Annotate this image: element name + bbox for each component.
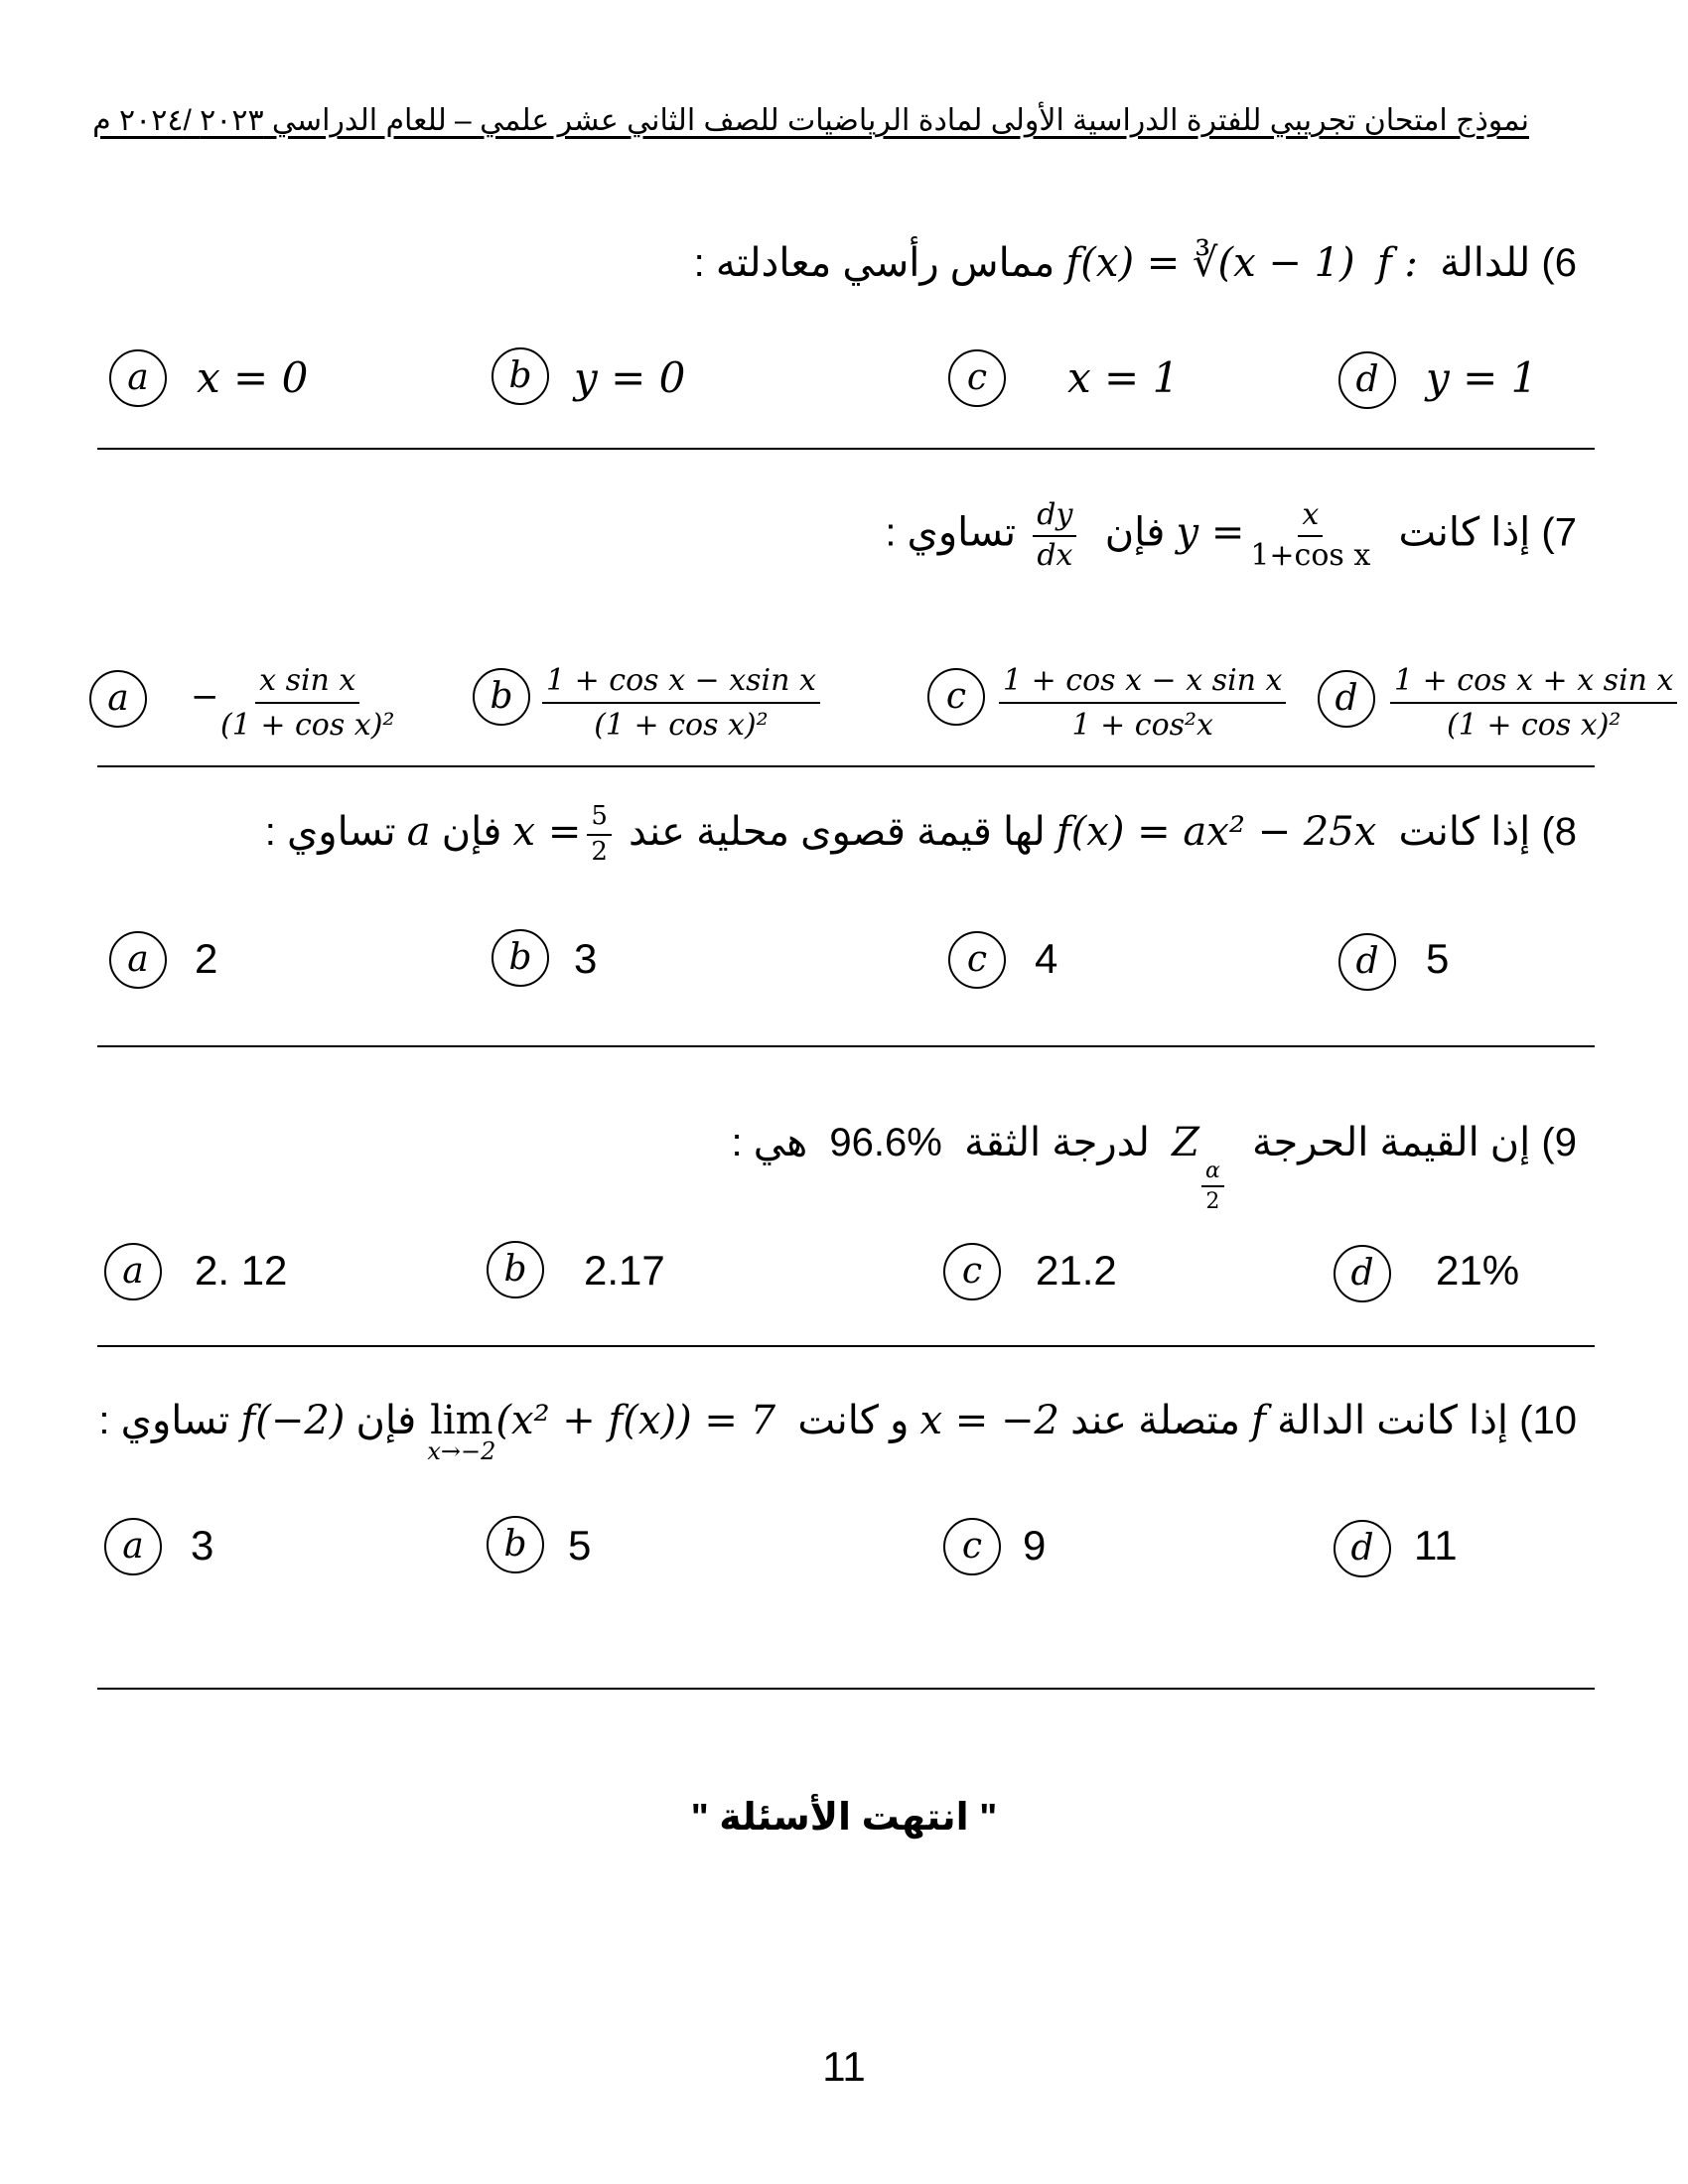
q6-option-d[interactable]: y = 1 <box>1426 353 1538 402</box>
q7-option-d[interactable]: 1 + cos x + x sin x (1 + cos x)² <box>1390 663 1677 743</box>
choice-c-circle[interactable]: c <box>927 668 985 726</box>
divider <box>97 1045 1595 1047</box>
q8-option-d[interactable]: 5 <box>1426 935 1450 982</box>
q10-option-a[interactable]: 3 <box>191 1522 214 1569</box>
choice-b-circle[interactable]: b <box>487 1516 544 1573</box>
question-number: 6) <box>1541 241 1577 285</box>
q10-option-c[interactable]: 9 <box>1023 1522 1047 1569</box>
choice-c-circle[interactable]: c <box>948 931 1006 989</box>
question-number: 7) <box>1541 510 1577 555</box>
choice-c-circle[interactable]: c <box>948 349 1006 407</box>
choice-c-circle[interactable]: c <box>943 1518 1001 1575</box>
fraction-5-over-2: $\frac{5}{2}$ <box>587 802 612 868</box>
choice-d-circle[interactable]: d <box>1334 1520 1391 1577</box>
fraction-x-over-1-plus-cos: $\frac{x}{\text{1+cos x}}$ <box>1250 497 1371 573</box>
exam-header: نموذج امتحان تجريبي للفترة الدراسية الأولى لمادة الرياضيات للصف الثاني عشر علمي – للعام الدراسي ٢٠٢٣ /٢٠٢٤ م <box>92 104 1529 137</box>
question-10: 10) إذا كانت الدالة f متصلة عند x = −2 و كانت lim x→−2 (x² + f(x)) = 7 فإن f(−2) تساوي : <box>98 1398 1577 1465</box>
choice-c-circle[interactable]: c <box>943 1243 1001 1300</box>
choice-a-circle[interactable]: a <box>109 931 167 989</box>
q6-option-b[interactable]: y = 0 <box>574 353 686 402</box>
choice-d-circle[interactable]: d <box>1334 1245 1391 1302</box>
math-expression: f(x) = ∛(x − 1) <box>1065 240 1355 286</box>
choice-b-circle[interactable]: b <box>473 668 530 726</box>
math-expression: f(x) = ax² − 25x <box>1055 808 1377 855</box>
math-function-name: f : <box>1376 240 1418 286</box>
q9-option-a[interactable]: 2. 12 <box>195 1247 288 1294</box>
q8-option-a[interactable]: 2 <box>195 935 218 982</box>
q8-option-b[interactable]: 3 <box>574 935 598 982</box>
divider <box>97 448 1595 450</box>
q10-option-d[interactable]: 11 <box>1414 1522 1458 1569</box>
q7-option-c[interactable]: 1 + cos x − x sin x 1 + cos²x <box>999 663 1286 743</box>
q8-option-c[interactable]: 4 <box>1035 935 1058 982</box>
divider <box>97 765 1595 767</box>
fraction-alpha-over-2: $\frac{\alpha}{2}$ <box>1201 1159 1224 1215</box>
q6-option-a[interactable]: x = 0 <box>197 353 309 402</box>
question-9: 9) إن القيمة الحرجة Z $\frac{\alpha}{2}$ لدرجة الثقة 96.6% هي : <box>731 1120 1577 1215</box>
choice-b-circle[interactable]: b <box>492 347 549 405</box>
choice-d-circle[interactable]: d <box>1338 351 1396 409</box>
choice-a-circle[interactable]: a <box>109 349 167 407</box>
choice-d-circle[interactable]: d <box>1318 670 1375 728</box>
choice-d-circle[interactable]: d <box>1338 933 1396 991</box>
q9-option-d[interactable]: 21% <box>1436 1247 1520 1294</box>
question-number: 8) <box>1541 809 1577 854</box>
q10-option-b[interactable]: 5 <box>568 1522 592 1569</box>
page-number: 11 <box>822 2043 866 2090</box>
derivative-dy-dx: $\frac{dy}{dx}$ <box>1033 498 1076 573</box>
q9-option-b[interactable]: 2.17 <box>584 1247 665 1294</box>
confidence-percent: 96.6% <box>829 1121 942 1164</box>
question-7: 7) إذا كانت y = $\frac{x}{\text{1+cos x}}$ فإن $\frac{dy}{dx}$ تساوي : <box>885 497 1577 573</box>
q9-option-c[interactable]: 21.2 <box>1036 1247 1117 1294</box>
choice-b-circle[interactable]: b <box>492 929 549 987</box>
question-number: 10) <box>1519 1399 1577 1442</box>
divider <box>97 1688 1595 1690</box>
question-number: 9) <box>1541 1121 1577 1164</box>
question-8: 8) إذا كانت f(x) = ax² − 25x لها قيمة قصوى محلية عند x = $\frac{5}{2}$ فإن a تساوي : <box>264 801 1577 867</box>
choice-a-circle[interactable]: a <box>104 1243 162 1300</box>
q7-option-a-sign: − <box>191 677 219 717</box>
question-6: 6) للدالة f : f(x) = ∛(x − 1) مماس رأسي معادلته : <box>693 240 1577 286</box>
limit-operator: lim x→−2 <box>427 1398 496 1465</box>
q6-option-c[interactable]: x = 1 <box>1067 353 1180 402</box>
choice-a-circle[interactable]: a <box>89 670 147 728</box>
q7-option-b[interactable]: 1 + cos x − xsin x (1 + cos x)² <box>542 663 820 743</box>
q7-option-a[interactable]: x sin x (1 + cos x)² <box>220 663 395 743</box>
divider <box>97 1345 1595 1347</box>
choice-b-circle[interactable]: b <box>487 1241 544 1298</box>
choice-a-circle[interactable]: a <box>104 1518 162 1575</box>
end-of-questions: " انتهت الأسئلة " <box>690 1797 998 1839</box>
